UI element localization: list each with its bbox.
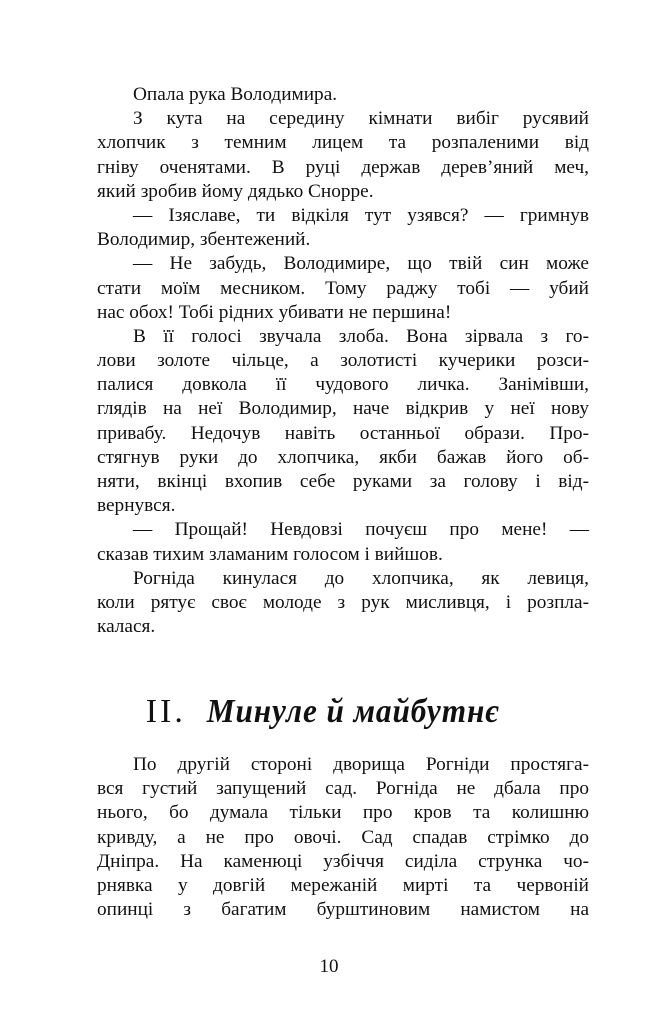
chapter-number: ІІ. (145, 693, 186, 730)
text-line: привабу. Недочув навіть останньої образи. Про- (97, 422, 589, 444)
text-line: опинці з багатим бурштиновим намистом на (97, 899, 589, 921)
text-line: З кута на середину кімнати вибіг русявий (133, 108, 589, 130)
text-line: вся густий запущений сад. Рогніда не дбала про (97, 778, 589, 800)
text-line: калася. (97, 616, 156, 638)
text-line: нього, бо думала тільки про кров та колишню (97, 802, 589, 824)
text-line: коли рятує своє молоде з рук мисливця, і розпла- (97, 591, 589, 613)
text-line: няти, вкінці вхопив себе руками за голову і від- (97, 471, 589, 492)
text-line: — Прощай! Невдовзі почуєш про мене! — (133, 519, 589, 541)
text-line: палися довкола її чудового личка. Занімівши, (97, 374, 589, 396)
text-line: — Ізяславе, ти відкіля тут узявся? — гримнув (133, 204, 589, 226)
text-line: вернувся. (97, 495, 176, 517)
paragraph-block-bottom (97, 753, 589, 922)
text-line: рнявка у довгій мережаній мирті та червоній (97, 874, 589, 896)
text-line: — Не забудь, Володимире, що твій син може (133, 253, 589, 275)
page-number: 10 (319, 956, 339, 977)
text-line: Опала рука Володимира. (133, 84, 338, 105)
text-line: гніву оченятами. В руці держав дерев’яний меч, (97, 156, 589, 178)
text-line: Рогніда кинулася до хлопчика, як левиця, (133, 567, 589, 589)
text-line: Дніпра. На каменюці узбіччя сиділа струнка чо- (97, 850, 589, 872)
chapter-heading (0, 690, 658, 734)
text-line: сказав тихим зламаним голосом і вийшов. (97, 543, 443, 565)
paragraph-block-top (97, 83, 589, 639)
chapter-title: Минуле й майбутнє (207, 693, 500, 730)
text-line: лови золоте чільце, а золотисті кучерики розси- (97, 350, 589, 372)
text-line: хлопчик з темним лицем та розпаленими від (97, 132, 589, 154)
text-line: який зробив йому дядько Снорре. (97, 180, 374, 202)
text-line: стати моїм месником. Тому раджу тобі — убий (97, 277, 589, 299)
text-line: В її голосі звучала злоба. Вона зірвала з го- (133, 325, 589, 347)
text-line: стягнув руки до хлопчика, якби бажав його об- (97, 446, 589, 468)
text-line: нас обох! Тобі рідних убивати не першина! (97, 301, 452, 323)
text-line: По другій стороні дворища Рогніди простяга- (133, 754, 589, 775)
text-line: Володимир, збентежений. (97, 229, 311, 251)
text-line: кривду, а не про овочі. Сад спадав стрімко до (97, 826, 589, 848)
text-line: глядів на неї Володимир, наче відкрив у неї нову (97, 398, 589, 420)
